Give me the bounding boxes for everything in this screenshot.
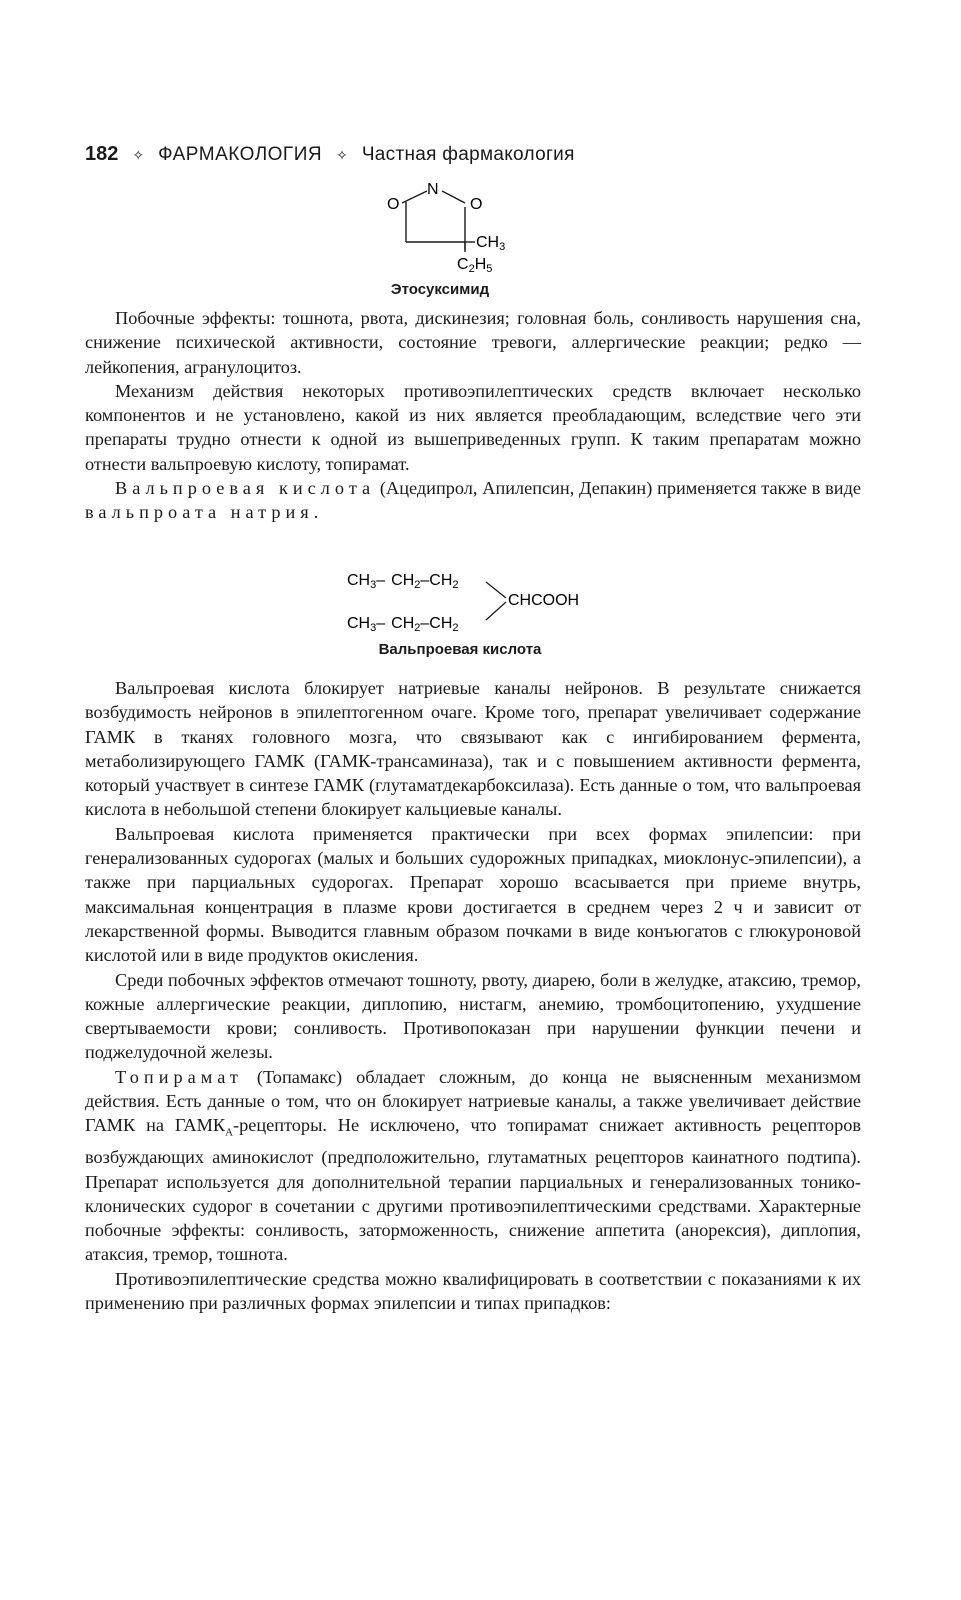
header-title: ФАРМАКОЛОГИЯ [158,144,323,165]
valproic-acid-structure [340,563,610,635]
paragraph-valproic-use: Вальпроевая кислота применяется практически при всех формах эпилепсии: при генерализованных судорогах (малых и больших судорожных припадках, миоклонус-эпилепсии), а также при парциальных судорогах. Препарат хорошо всасывается при приеме внутрь, максимальная концентрация в плазме крови достигается в среднем через 2 ч и зависит от лекарственной формы. Выводится главным образом почками в виде конъюгатов с глюкуроновой кислотой или в виде продуктов окисления. [85,823,861,966]
carboxyl-group: CHCOOH [508,592,580,609]
paragraph-side-effects: Побочные эффекты: тошнота, рвота, дискинезия; головная боль, сонливость нарушения сна, снижение психической активности, состояние тревоги, аллергические реакции; редко — лейкопения, агранулоцитоз. [85,308,861,377]
oxygen-left: O [387,196,400,213]
paragraph-mechanism: Механизм действия некоторых противоэпилептических средств включает несколько компонентов и не установлено, какой из них является преобладающим, вследствие чего эти препараты трудно отнести к одной из вышеприведенных групп. К таким препаратам можно отнести вальпроевую кислоту, топирамат. [85,380,861,474]
paragraph-valproic-intro: Вальпроевая кислота (Ацедипрол, Апилепсин, Депакин) применяется также в виде вальпроата натрия. [85,478,861,523]
text-block-2 [85,676,861,1315]
valproic-caption: Вальпроевая кислота [378,641,542,658]
running-header [85,143,875,175]
paragraph-classification: Противоэпилептические средства можно квалифицировать в соответствии с показаниями к их применению при различных формах эпилепсии и типах припадков: [85,1268,861,1314]
ethyl-group: C2H5 [457,256,493,275]
valproic-row-1: CH3– CH2–CH2 [347,572,459,591]
valproic-row-2: CH3– CH2–CH2 [347,615,459,634]
page-number: 182 [85,143,119,165]
nitrogen: N [427,181,439,198]
paragraph-valproic-side-effects: Среди побочных эффектов отмечают тошноту, рвоту, диарею, боли в желудке, атаксию, тремор, кожные аллергические реакции, диплопию, нистагм, анемию, тромбоцитопению, ухудшение свертываемости крови; сонливость. Противопоказан при нарушении функции печени и поджелудочной железы. [85,969,861,1063]
diamond-icon: ✧ [132,147,145,163]
diamond-icon: ✧ [336,147,348,163]
methyl-group: CH3 [476,234,506,253]
ethosuximide-caption: Этосуксимид [390,281,490,298]
header-subtitle: Частная фармакология [361,144,575,165]
paragraph-topiramate: Топирамат (Топамакс) обладает сложным, до конца не выясненным механизмом действия. Есть данные о том, что он блокирует натриевые каналы, а также увеличивает действие ГАМК на $ГАМК_A$-рецепторы. Не исключено, что топирамат снижает активность рецепторов возбуждающих аминокислот (предположительно, глутаматных рецепторов каинатного подтипа). Препарат используется для дополнительной терапии парциальных и генерализованных тонико-клонических судорог в сочетании с другими противоэпилептическими средствами. Характерные побочные эффекты: сонливость, заторможенность, снижение аппетита (анорексия), диплопия, атаксия, тремор, тошнота. [85,1066,861,1265]
text-block-1 [85,306,861,525]
paragraph-valproic-action: Вальпроевая кислота блокирует натриевые каналы нейронов. В результате снижается возбудимость нейронов в эпилептогенном очаге. Кроме того, препарат увеличивает содержание ГАМК в тканях головного мозга, что связывают как с ингибированием фермента, метаболизирующего ГАМК (ГАМК-трансаминаза), так и с повышением активности фермента, который участвует в синтезе ГАМК (глутаматдекарбоксилаза). Есть данные о том, что вальпроевая кислота в небольшой степени блокирует кальциевые каналы. [85,678,861,820]
oxygen-right: O [470,196,483,213]
ethosuximide-structure [370,180,530,275]
